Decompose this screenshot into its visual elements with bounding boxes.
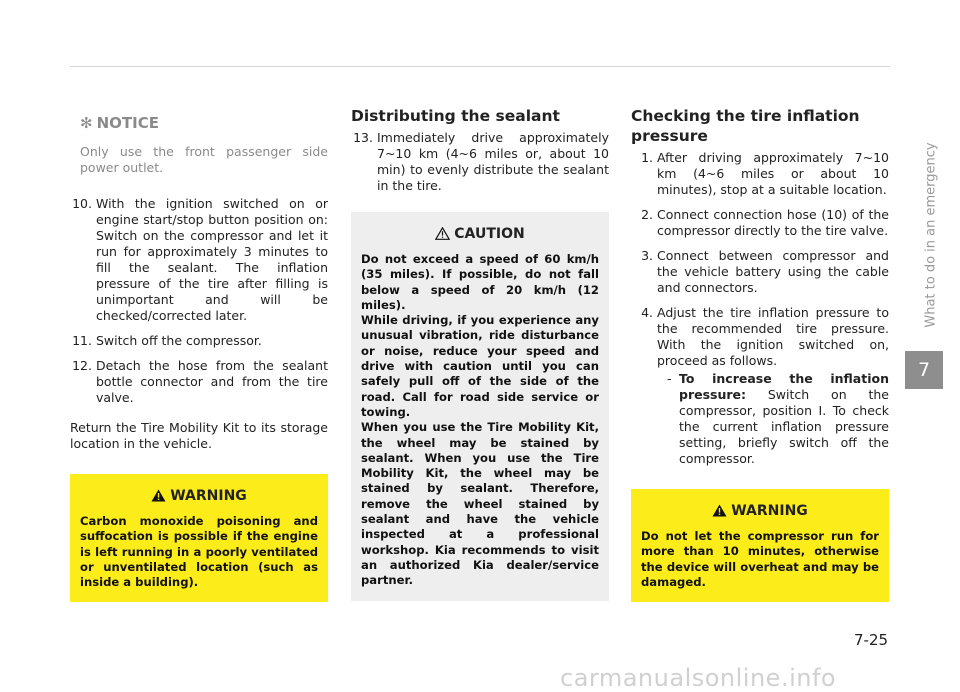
caution-text-3: When you use the Tire Mobility Kit, the wheel may be stained by sealant. When you use the Tire Mobility Kit, the wheel may be stained by sealant. Therefore, remove the wheel stained by sealant and have the vehicle inspected at a professional workshop. Kia recommends to visit an authorized Kia dealer/service partner.: [361, 420, 599, 588]
side-tab: [924, 130, 938, 340]
caution-text-2: While driving, if you experience any unusual vibration, ride disturbance or noise, reduce your speed and drive with caution until you can safely pull off of the side of the road. Call for road side service or towing.: [361, 313, 599, 419]
col2-steps: [351, 130, 609, 194]
page-number: 7-25: [854, 631, 889, 649]
section-heading-distributing: Distributing the sealant: [351, 107, 560, 125]
step-13: 13. Immediately drive approximately 7~10 km (4~6 miles or, about 10 min) to evenly distribute the sealant in the tire.: [353, 130, 609, 193]
notice-title: ✻ NOTICE: [80, 114, 159, 132]
caution-text-1: Do not exceed a speed of 60 km/h (35 miles). If possible, do not fall below a speed of 20 km/h (12 miles).: [361, 252, 599, 312]
sub-step-increase: - To increase the inflation pressure: Switch on the compressor, position I. To check the current inflation pressure setting, briefly switch off the compressor.: [667, 371, 889, 466]
caution-title: CAUTION: [361, 226, 599, 242]
section-heading-checking: Checking the tire inflation pressure: [631, 107, 860, 145]
step-2: 2. Connect connection hose (10) of the compressor directly to the tire valve.: [641, 207, 889, 238]
warning-icon: [151, 489, 166, 502]
warning-box-1: [70, 474, 328, 602]
footer-watermark: carmanualsonline.info: [560, 664, 837, 692]
side-tab-label: What to do in an emergency: [923, 142, 939, 328]
header-rule: [70, 66, 890, 67]
caution-icon: [435, 227, 450, 240]
warning-icon: [712, 504, 727, 517]
col3-steps: [631, 150, 889, 467]
warning-text-1: Carbon monoxide poisoning and suffocation is possible if the engine is left running in a poorly ventilated or unventilated location (such as inside a building).: [80, 514, 318, 590]
col1-steps: [70, 196, 328, 406]
column-1: [70, 100, 328, 602]
warning-text-2: Do not let the compressor run for more than 10 minutes, otherwise the device will overheat and may be damaged.: [641, 529, 879, 589]
step-4: 4. Adjust the tire inflation pressure to the recommended tire pressure. With the ignition switched on, proceed as follows. - To increase the inflation pressure: Switch on the compressor, position I. To check the current inflation pressure setting, briefly switch off the compressor.: [641, 305, 889, 466]
notice-star-icon: ✻: [80, 114, 93, 132]
warning-title-1: WARNING: [80, 488, 318, 504]
chapter-badge: 7: [905, 351, 943, 389]
warning-box-2: [631, 489, 889, 602]
step-12: 12. Detach the hose from the sealant bottle connector and from the tire valve.: [72, 358, 328, 405]
return-text: Return the Tire Mobility Kit to its storage location in the vehicle.: [70, 420, 328, 451]
step-10: 10. With the ignition switched on or engine start/stop button position on: Switch on the compressor and let it run for approximately 3 minutes to fill the sealant. The inflation pressure of the tire after filling is unimportant and will be checked/corrected later.: [72, 196, 328, 323]
caution-box: [351, 212, 609, 601]
step-1: 1. After driving approximately 7~10 km (4~6 miles or about 10 minutes), stop at a suitable location.: [641, 150, 889, 197]
step-11: 11. Switch off the compressor.: [72, 333, 262, 348]
warning-title-2: WARNING: [641, 503, 879, 519]
step-3: 3. Connect between compressor and the vehicle battery using the cable and connectors.: [641, 248, 889, 295]
notice-text: Only use the front passenger side power outlet.: [80, 144, 328, 175]
column-3: [631, 100, 889, 602]
column-2: [351, 100, 609, 601]
